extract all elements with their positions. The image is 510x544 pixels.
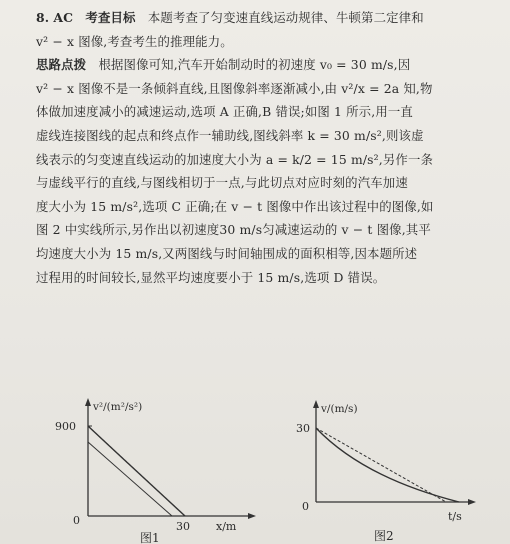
- figure2-caption: 图2: [374, 529, 394, 543]
- figure2-y-tick: 30: [296, 422, 310, 435]
- analysis-line-8: 均速度大小为 15 m/s,又两图线与时间轴围成的面积相等,因本题所述: [36, 245, 418, 261]
- figure1-x-tick: 30: [176, 520, 190, 533]
- analysis-line-3: 虚线连接图线的起点和终点作一辅助线,图线斜率 k = 30 m/s²,则该虚: [36, 127, 424, 143]
- figure2-y-arrow: [313, 400, 319, 408]
- figure2-xlabel: t/s: [448, 510, 462, 523]
- answer-letters: AC: [53, 10, 74, 25]
- analysis-line-2: 体做加速度减小的减速运动,选项 A 正确,B 错误;如图 1 所示,用一直: [36, 104, 413, 120]
- heading-text-2: v² − x 图像,考查考生的推理能力。: [36, 33, 233, 49]
- figure2-graph: [294, 398, 494, 544]
- figure2-origin: 0: [302, 500, 309, 513]
- analysis-label: 思路点拨: [36, 57, 87, 73]
- analysis-line-9: 过程用的时间较长,显然平均速度要小于 15 m/s,选项 D 错误。: [36, 269, 386, 285]
- figure1-x-arrow: [248, 513, 256, 519]
- analysis-line-0-text: 根据图像可知,汽车开始制动时的初速度 v₀ = 30 m/s,因: [98, 57, 411, 73]
- figure2-ylabel: v/(m/s): [321, 403, 358, 415]
- analysis-line-1: v² − x 图像不是一条倾斜直线,且图像斜率逐渐减小,由 v²/x = 2a 知,物: [36, 80, 433, 96]
- figure2-dashed-line: [316, 428, 446, 502]
- figure1-ylabel: v²/(m²/s²): [93, 401, 143, 413]
- figure2-curve: [316, 428, 459, 502]
- analysis-line-0: [36, 53, 498, 77]
- heading-text: 本题考查了匀变速直线运动规律、牛顿第二定律和: [147, 10, 424, 25]
- question-number: 8.: [36, 10, 50, 25]
- analysis-line-7: 图 2 中实线所示,另作出以初速度30 m/s匀减速运动的 v − t 图像,其平: [36, 222, 431, 238]
- figure1-xlabel: x/m: [216, 520, 237, 533]
- figure1-origin: 0: [73, 514, 80, 527]
- analysis-line-4: 线表示的匀变速直线运动的加速度大小为 a = k/2 = 15 m/s²,另作一条: [36, 151, 434, 167]
- heading-label: 考查目标: [85, 10, 136, 25]
- figures-area: [40, 398, 500, 544]
- figure2-x-arrow: [468, 499, 476, 505]
- figure1-y-arrow: [85, 398, 91, 406]
- solution-text: [36, 6, 498, 289]
- figure1-graph: [40, 398, 270, 544]
- analysis-line-5: 与虚线平行的直线,与图线相切于一点,与此切点对应时刻的汽车加速: [36, 175, 408, 191]
- figure1-caption: 图1: [140, 531, 160, 544]
- figure1-y-tick: 900: [55, 420, 76, 433]
- figure1-curve: [88, 426, 185, 516]
- analysis-line-6: 度大小为 15 m/s²,选项 C 正确;在 v − t 图像中作出该过程中的图像,如: [36, 198, 434, 214]
- question-heading: [36, 6, 498, 30]
- figure1-tangent-line: [88, 442, 172, 516]
